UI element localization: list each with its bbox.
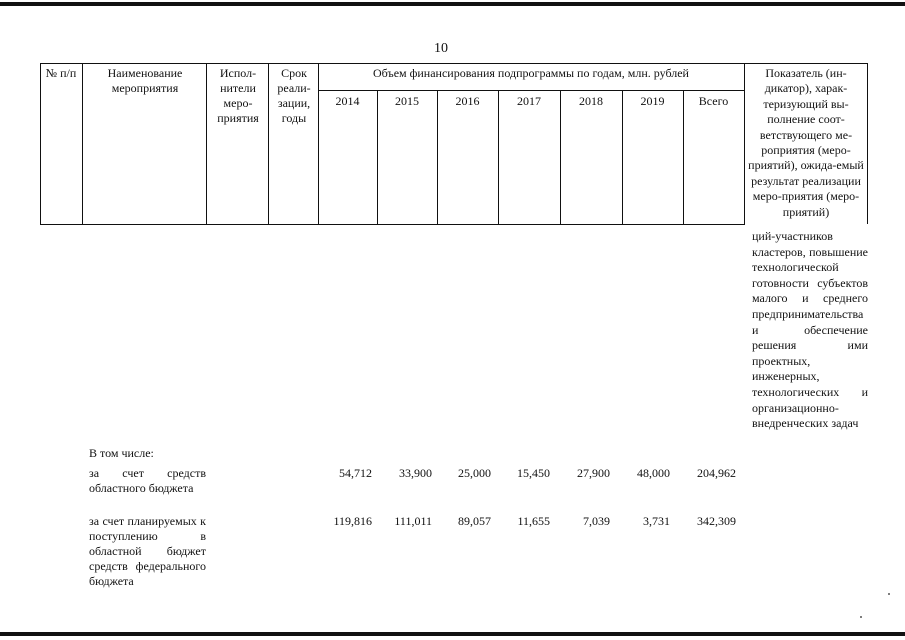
header-year: 2016 bbox=[455, 94, 480, 108]
row1-value-2014: 54,712 bbox=[339, 466, 372, 480]
header-year: 2017 bbox=[517, 94, 541, 108]
row1-value-2017: 15,450 bbox=[517, 466, 550, 480]
scan-speck bbox=[860, 616, 862, 618]
scan-speck bbox=[888, 593, 890, 595]
header-top-line bbox=[40, 63, 867, 64]
header-indicator: Показатель (ин-дикатор), харак-теризующий вы-полнение соот-ветствующего ме-роприятия (меро-приятий), ожида-емый результат реализации меро-приятия (меро-приятий) bbox=[748, 66, 864, 219]
years-divider-line bbox=[318, 90, 744, 91]
header-year: 2014 bbox=[335, 94, 360, 108]
page-number: 10 bbox=[434, 41, 448, 56]
header-term: Срок реали-зации, годы bbox=[277, 66, 311, 125]
row1-value-2016: 25,000 bbox=[458, 466, 491, 480]
row2-value-total: 342,309 bbox=[697, 514, 736, 528]
header-executors: Испол-нители меро-приятия bbox=[217, 66, 259, 125]
row2-value-2014: 119,816 bbox=[333, 514, 372, 528]
row2-value-2018: 7,039 bbox=[583, 514, 610, 528]
including-label: В том числе: bbox=[89, 446, 154, 460]
header-year: 2015 bbox=[395, 94, 419, 108]
row-label-regional: за счет средств областного бюджета bbox=[89, 466, 206, 495]
header-total: Всего bbox=[698, 94, 729, 108]
header-year: 2019 bbox=[640, 94, 665, 108]
header-name: Наименование мероприятия bbox=[107, 66, 183, 95]
row1-value-2015: 33,900 bbox=[399, 466, 432, 480]
row2-value-2019: 3,731 bbox=[643, 514, 670, 528]
top-border bbox=[0, 2, 905, 6]
row2-value-2017: 11,655 bbox=[517, 514, 550, 528]
header-num: № п/п bbox=[45, 66, 77, 80]
header-funding: Объем финансирования подпрограммы по годам, млн. рублей bbox=[373, 66, 689, 80]
row1-value-2018: 27,900 bbox=[577, 466, 610, 480]
bottom-border bbox=[0, 632, 905, 636]
row2-value-2016: 89,057 bbox=[458, 514, 491, 528]
header-bottom-line bbox=[40, 224, 745, 225]
header-year: 2018 bbox=[579, 94, 603, 108]
indicator-continuation: ций-участников кластеров, повышение технологической готовности субъектов малого и среднего предпринимательства и обеспечение решения ими проектных, инженерных, технологических и организационно-внедренческих задач bbox=[752, 229, 868, 431]
row1-value-2019: 48,000 bbox=[637, 466, 670, 480]
row-label-federal: за счет планируемых к поступлению в областной бюджет средств федерального бюджета bbox=[89, 514, 206, 588]
row1-value-total: 204,962 bbox=[697, 466, 736, 480]
row2-value-2015: 111,011 bbox=[394, 514, 432, 528]
